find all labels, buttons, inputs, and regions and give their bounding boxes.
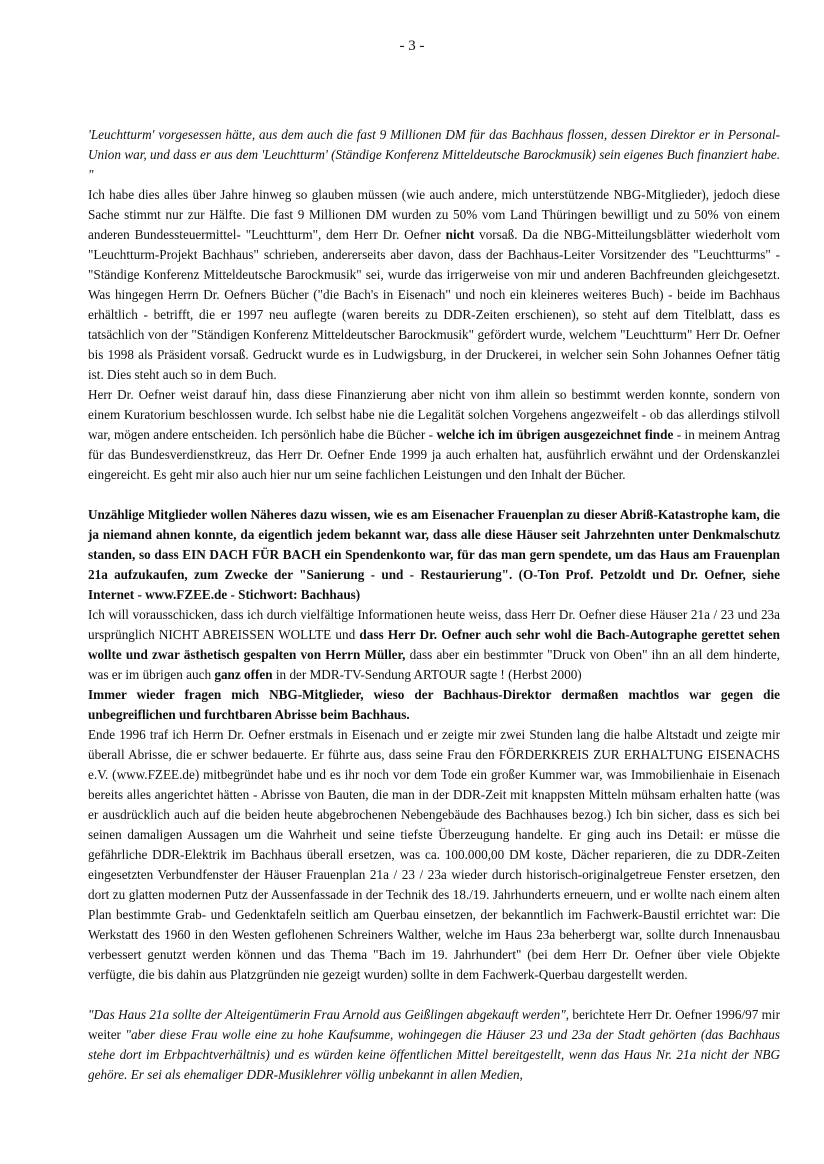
paragraph-quote-continuation: 'Leuchtturm' vorgesessen hätte, aus dem auch die fast 9 Millionen DM für das Bachhaus flossen, dessen Direktor er in Personal-Union war, und dass er aus dem 'Leuchtturm' (Ständige Konferenz Mitteldeutsche Barockmusik) sein eigenes Buch finanziert habe. "	[88, 127, 780, 182]
paragraph-spacer	[88, 485, 780, 505]
paragraph-kuratorium	[88, 385, 780, 485]
emphasis-text: ganz offen	[214, 667, 273, 682]
text-run: dass aber ein bestimmter "Druck von Oben" ihn an all dem hinderte, was er im übrigen auch	[88, 647, 780, 682]
text-run: in der MDR-TV-Sendung ARTOUR sagte ! (Herbst 2000)	[272, 667, 582, 682]
document-body	[88, 125, 780, 1085]
text-run: - in meinem Antrag für das Bundesverdienstkreuz, das Herr Dr. Oefner Ende 1999 ja auch erhalten hat, ausführlich erwähnt und der Ordenskanzlei eingereicht. Es geht mir also auch hier nur um seine fachlichen Leistungen und den Inhalt der Bücher.	[88, 427, 780, 482]
quote-text: "aber diese Frau wolle eine zu hohe Kaufsumme, wohingegen die Häuser 23 und 23a der Stadt gehörten (das Bachhaus stehe dort im Erbpachtverhältnis) und es würden keine öffentlichen Mittel bereitgestellt, wenn das Haus Nr. 21a nicht der NBG gehöre. Er sei als ehemaliger DDR-Musiklehrer völlig unbekannt in allen Medien,	[88, 1027, 781, 1082]
paragraph-meeting-1996: Ende 1996 traf ich Herrn Dr. Oefner erstmals in Eisenach und er zeigte mir zwei Stunden lang die halbe Altstadt und zeigte mir überall Abrisse, die er schwer bedauerte. Er führte aus, dass seine Frau den FÖRDERKREIS ZUR ERHALTUNG EISENACHS e.V. (www.FZEE.de) mitbegründet habe und es ihr noch vor dem Tode ein großer Kummer war, was Immobilienhaie in Eisenach bereits alles angerichtet hätten - Abrisse von Bauten, die man in der DDR-Zeit mit knappsten Mitteln mühsam erhalten hatte (was er ausdrücklich auch auf die beiden heute abgebrochenen Nebengebäude des Bachhauses bezog.) Ich bin sicher, dass es sich bei seinen damaligen Aussagen um die Wahrheit und seine tiefste Überzeugung handelte. Er ging auch ins Detail: er müsse die gefährliche DDR-Elektrik im Bachhaus überall ersetzen, was ca. 100.000,00 DM koste, Dächer reparieren, die zu DDR-Zeiten eingesetzten Verbundfenster der Häuser Frauenplan 21a / 23 / 23a wieder durch historisch-originalgetreue Fenster ersetzen, den dort zu glatten modernen Putz der Aussenfassade in der Technik des 18./19. Jahrhunderts erneuern, und er wollte nach einem alten Plan bestimmte Grab- und Gedenktafeln seitlich am Querbau einsetzen, der bekanntlich im Fachwerk-Baustil errichtet war: Die Werkstatt des 1960 in den Westen geflohenen Schreiners Walther, welche im Haus 23a beherbergt war, sollte durch Innenausbau verbessert genutzt werden können und das Thema "Bach im 19. Jahrhundert" (bei dem Herr Dr. Oefner über viele Objekte verfügte, die bis dahin aus Platzgründen nie gezeigt wurden) sollte in dem Fachwerk-Querbau dargestellt werden.	[88, 727, 780, 982]
paragraph-powerless-question: Immer wieder fragen mich NBG-Mitglieder, wieso der Bachhaus-Direktor dermaßen machtlos war gegen die unbegreiflichen und furchtbaren Abrisse beim Bachhaus.	[88, 687, 780, 722]
text-run: , berichtete Herr Dr. Oefner 1996/97 mir weiter	[88, 1007, 780, 1042]
paragraph-preface	[88, 605, 780, 685]
emphasis-text: dass Herr Dr. Oefner auch sehr wohl die Bach-Autographe gerettet sehen wollte und zwar ästhetisch gespalten von Herrn Müller,	[88, 627, 780, 662]
text-run: Ich will vorausschicken, dass ich durch vielfältige Informationen heute weiss, dass Herr Dr. Oefner diese Häuser 21a / 23 und 23a ursprünglich NICHT ABREISSEN WOLLTE und	[88, 607, 780, 642]
emphasis-text: nicht	[445, 227, 475, 242]
emphasis-text: welche ich im übrigen ausgezeichnet finde	[436, 427, 674, 442]
text-run: Ich habe dies alles über Jahre hinweg so glauben müssen (wie auch andere, mich unterstützende NBG-Mitglieder), jedoch diese Sache stimmt nur zur Hälfte. Die fast 9 Millionen DM wurden zu 50% vom Land Thüringen bewilligt und zu 50% von einem anderen Bundessteuermittel- "Leuchtturm", dem Herr Dr. Oefner	[88, 187, 780, 242]
quote-text: "Das Haus 21a sollte der Alteigentümerin Frau Arnold aus Geißlingen abgekauft werden"	[88, 1007, 566, 1022]
paragraph-members-question: Unzählige Mitglieder wollen Näheres dazu wissen, wie es am Eisenacher Frauenplan zu dieser Abriß-Katastrophe kam, die ja niemand ahnen konnte, da eigentlich jedem bekannt war, dass alle diese Häuser seit Jahrzehnten unter Denkmalschutz standen, so dass EIN DACH FÜR BACH ein Spendenkonto war, für das man gern spendete, um das Haus am Frauenplan 21a aufzukaufen, zum Zwecke der "Sanierung - und - Restaurierung". (O-Ton Prof. Petzoldt und Dr. Oefner, siehe Internet - www.FZEE.de - Stichwort: Bachhaus)	[88, 507, 780, 602]
paragraph-house-21a	[88, 1005, 780, 1085]
text-run: vorsaß. Da die NBG-Mitteilungsblätter wiederholt vom "Leuchtturm-Projekt Bachhaus" schrieben, andererseits aber davon, dass der Bachhaus-Leiter Vorsitzender des "Leuchtturms" - "Ständige Konferenz Mitteldeutsche Barockmusik" sei, wurde das irrigerweise von mir und anderen Bachfreunden gleichgesetzt. Was hingegen Herrn Dr. Oefners Bücher ("die Bach's in Eisenach" und noch ein kleineres weiteres Buch) - beide im Bachhaus erhältlich - betrifft, die er 1997 neu auflegte (waren bereits zu DDR-Zeiten erschienen), so steht auf dem Titelblatt, dass es tatsächlich von der "Ständigen Konferenz Mitteldeutscher Barockmusik" gefördert wurde, welchem "Leuchtturm" Herr Dr. Oefner bis 1998 als Präsident vorsaß. Gedruckt wurde es in Ludwigsburg, in der Druckerei, in welcher sein Sohn Johannes Oefner tätig ist. Dies steht auch so in dem Buch.	[88, 227, 781, 382]
page-number: - 3 -	[399, 38, 425, 54]
paragraph-spacer	[88, 985, 780, 1005]
paragraph-financing	[88, 185, 780, 385]
text-run: Herr Dr. Oefner weist darauf hin, dass diese Finanzierung aber nicht von ihm allein so bestimmt werden konnte, sondern von einem Kuratorium beschlossen wurde. Ich selbst habe nie die Legalität solchen Vorgehens angezweifelt - ob das allerdings stilvoll war, mögen andere entscheiden. Ich persönlich habe die Bücher -	[88, 387, 780, 442]
